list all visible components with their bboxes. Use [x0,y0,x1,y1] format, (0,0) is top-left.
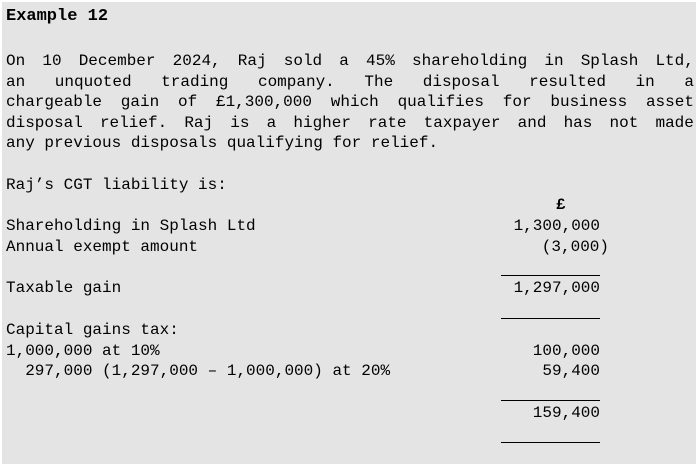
paragraph-word: disposal [422,72,500,91]
currency-header: £ [556,196,566,214]
paragraph-word: On [6,52,26,70]
paragraph-word: not [609,113,639,132]
total-cgt-amount: 159,400 [532,404,600,422]
example-title: Example 12 [6,7,109,26]
paragraph-word: 2024, [172,52,221,70]
paragraph-word: business [550,93,628,112]
paragraph-word: chargeable [6,93,103,112]
paragraph-word: which [330,93,379,112]
paragraph-word: company. [257,72,335,91]
paragraph-word: shareholding [412,52,528,70]
shareholding-label: Shareholding in Splash Ltd [6,217,256,235]
paragraph-word: 45% [366,52,395,70]
paragraph-word: a [684,72,694,91]
paragraph-word: qualifies [397,93,484,112]
paragraph-line [6,51,694,72]
paragraph-word: made [655,113,694,132]
paragraph-word: taxpayer [423,113,501,132]
paragraph-word: sold [283,52,323,70]
paragraph-word: in [635,72,655,91]
liability-intro: Raj’s CGT liability is: [6,176,227,194]
paragraph-word: Splash [580,52,639,70]
total-top-rule [501,400,600,401]
paragraph-line [6,113,694,134]
paragraph-word: £1,300,000 [215,93,312,112]
paragraph-word: asset [645,93,694,112]
exempt-label: Annual exempt amount [6,238,199,256]
exempt-amount: (3,000) [541,238,609,256]
paragraph-word: rate [368,113,407,132]
shareholding-amount: 1,300,000 [513,217,600,235]
paragraph-word: gain [120,93,160,112]
paragraph-word: Ltd, [655,52,694,70]
paragraph-line [6,72,694,93]
total-bottom-rule [501,442,600,443]
band2-amount: 59,400 [542,362,600,380]
paragraph-word: Raj [237,52,267,70]
paragraph-word: trading [161,72,229,91]
paragraph-word: 10 [42,52,62,70]
paragraph-word: is [230,113,250,132]
taxable-gain-amount: 1,297,000 [513,279,600,297]
paragraph-word: an [6,72,26,91]
paragraph-word: December [78,52,156,70]
taxable-gain-label: Taxable gain [6,279,122,297]
paragraph-word: unquoted [54,72,132,91]
band1-label: 1,000,000 at 10% [6,342,160,360]
taxable-gain-rule [501,318,600,319]
scenario-paragraph [6,51,694,154]
paragraph-word: higher [293,113,351,132]
example-panel [2,2,696,464]
paragraph-word: disposal [6,113,83,132]
paragraph-word: of [177,93,198,112]
paragraph-word: for [502,93,532,112]
paragraph-word: The [364,72,394,91]
paragraph-word: in [544,52,564,70]
band1-amount: 100,000 [532,342,600,360]
paragraph-word: Raj [184,113,214,132]
paragraph-last-line: any previous disposals qualifying for relief. [6,134,439,153]
paragraph-word: has [563,113,593,132]
paragraph-line [6,92,694,113]
paragraph-word: relief. [99,113,168,132]
paragraph-word: a [339,52,349,70]
band2-label: 297,000 (1,297,000 – 1,000,000) at 20% [6,362,391,380]
paragraph-word: resulted [529,72,606,91]
paragraph-word: and [517,113,547,132]
paragraph-word: a [266,113,277,132]
cgt-heading: Capital gains tax: [6,321,179,339]
subtotal-rule [501,275,600,276]
